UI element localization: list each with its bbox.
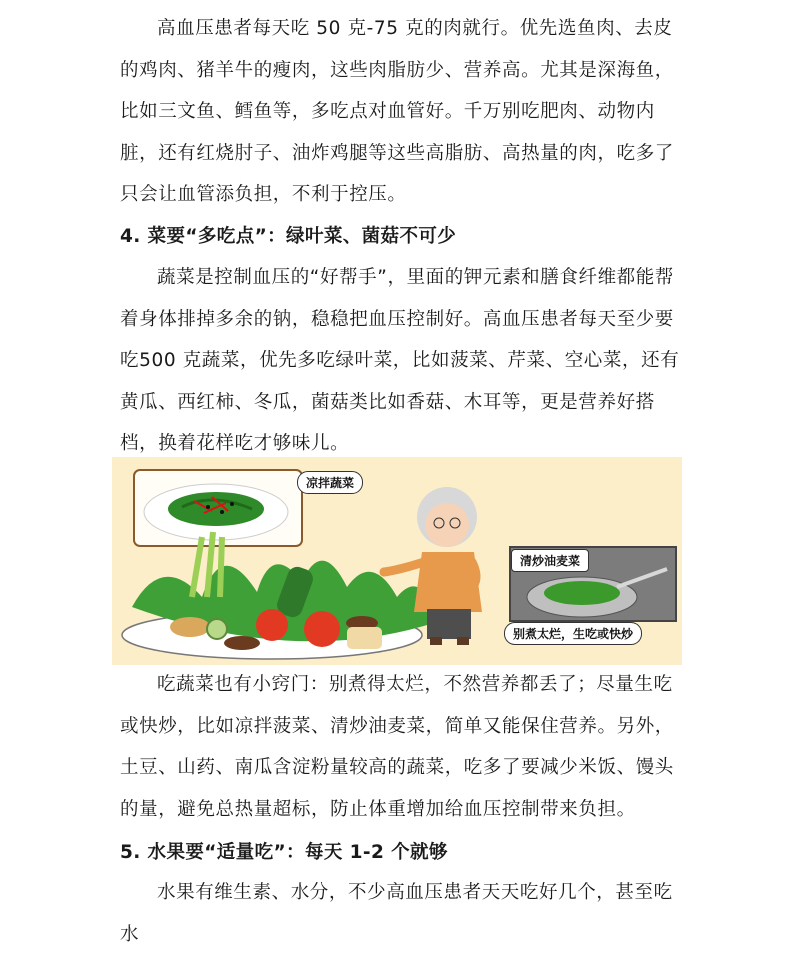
paragraph-meat-intake: 高血压患者每天吃 50 克-75 克的肉就行。优先选鱼肉、去皮的鸡肉、猪羊牛的瘦肉，这些肉脂肪少、营养高。尤其是深海鱼，比如三文鱼、鳕鱼等，多吃点对血管好。千万别吃肥肉、动物内脏，还有红烧肘子、油炸鸡腿等这些高脂肪、高热量的肉，吃多了只会让血管添负担，不利于控压。 xyxy=(120,18,674,205)
callout-cooking-tip: 别煮太烂，生吃或快炒 xyxy=(504,622,642,645)
paragraph-vegetables-benefits: 蔬菜是控制血压的“好帮手”，里面的钾元素和膳食纤维都能帮着身体排掉多余的钠，稳稳把血压控制好。高血压患者每天至少要吃500 克蔬菜，优先多吃绿叶菜，比如菠菜、芹菜、空心菜，还有黄瓜、西红柿、冬瓜，菌菇类比如香菇、木耳等，更是营养好搭档，换着花样吃才够味儿。 xyxy=(120,267,680,454)
section-heading-vegetables: 4. 菜要“多吃点”：绿叶菜、菌菇不可少 xyxy=(120,226,457,247)
paragraph-cooking-tips: 吃蔬菜也有小窍门：别煮得太烂，不然营养都丢了；尽量生吃或快炒，比如凉拌菠菜、清炒油麦菜，简单又能保住营养。另外，土豆、山药、南瓜含淀粉量较高的蔬菜，吃多了要减少米饭、馒头的量，避免总热量超标，防止体重增加给血压控制带来负担。 xyxy=(120,674,674,820)
salad-photo xyxy=(134,470,302,546)
vegetable-illustration xyxy=(112,457,682,665)
callout-stirfry: 清炒油麦菜 xyxy=(511,549,589,572)
section-heading-fruit: 5. 水果要“适量吃”：每天 1-2 个就够 xyxy=(120,842,448,863)
vegetable-platter xyxy=(122,532,437,659)
callout-salad: 凉拌蔬菜 xyxy=(297,471,363,494)
paragraph-fruit-intake: 水果有维生素、水分，不少高血压患者天天吃好几个，甚至吃水 xyxy=(120,882,673,945)
